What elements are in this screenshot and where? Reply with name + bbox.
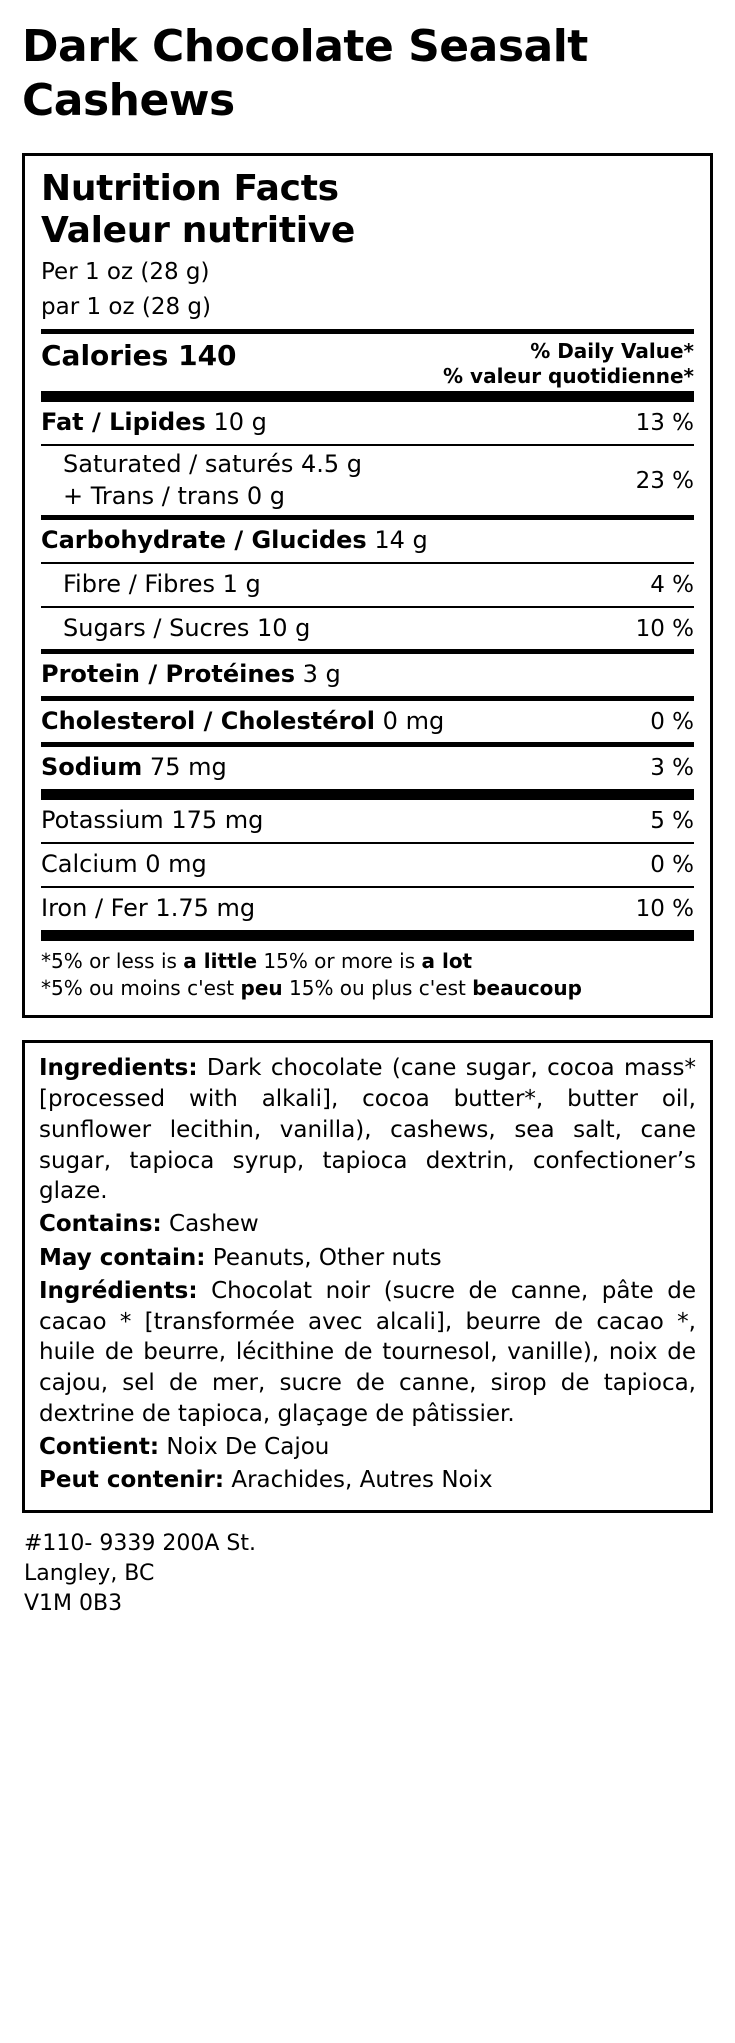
table-row — [41, 888, 694, 930]
nutrient-name: Iron / Fer — [41, 894, 148, 923]
may-contain-en — [39, 1243, 696, 1274]
table-row — [41, 564, 694, 606]
contains-label-en: Contains: — [39, 1211, 162, 1238]
ingredients-label-fr: Ingrédients: — [39, 1277, 198, 1304]
nutrient-dv: 10 % — [635, 896, 694, 923]
nutrient-amount: 1 g — [222, 569, 261, 598]
nutrient-amount: 3 g — [302, 660, 341, 689]
footnote-en-alot: a lot — [421, 949, 473, 974]
table-row — [41, 800, 694, 842]
contains-en — [39, 1209, 696, 1240]
nutrient-amount: 1.75 mg — [155, 894, 256, 923]
nutrient-amount: 175 mg — [171, 806, 264, 835]
nutrient-name: Sugars / Sucres — [63, 613, 250, 642]
nutrient-amount: 4.5 g — [300, 449, 363, 478]
table-row — [41, 608, 694, 650]
nutrient-amount: 0 g — [246, 481, 285, 510]
footnote-en-little: a little — [183, 949, 258, 974]
nutrient-name: Fibre / Fibres — [63, 569, 215, 598]
nutrient-name: Sodium — [41, 753, 143, 782]
nutrition-title-fr: Valeur nutritive — [41, 210, 356, 252]
contains-text-fr: Noix De Cajou — [166, 1433, 330, 1460]
ingredients-fr — [39, 1276, 696, 1430]
may-contain-label-fr: Peut contenir: — [39, 1467, 225, 1494]
footnote-en-part2: 15% or more is — [257, 949, 422, 974]
may-contain-label-en: May contain: — [39, 1244, 206, 1271]
nutrient-dv: 13 % — [635, 409, 694, 436]
footnote-fr-part2: 15% ou plus c'est — [282, 975, 473, 1000]
nutrition-facts-panel — [22, 153, 713, 1018]
contains-text-en: Cashew — [169, 1211, 259, 1238]
calories-label-value — [41, 339, 237, 372]
daily-value-header-fr: % valeur quotidienne* — [443, 363, 694, 388]
may-contain-fr — [39, 1465, 696, 1496]
contains-label-fr: Contient: — [39, 1433, 160, 1460]
calories-value: 140 — [178, 338, 237, 372]
address-line-3: V1M 0B3 — [24, 1591, 123, 1617]
divider — [41, 930, 694, 941]
divider — [41, 789, 694, 800]
nutrient-dv: 0 % — [650, 852, 694, 879]
table-row — [41, 520, 694, 561]
table-row — [41, 402, 694, 444]
footnote-en-part1: *5% or less is — [41, 949, 184, 974]
divider — [41, 391, 694, 402]
nutrient-dv: 23 % — [635, 467, 694, 494]
table-row — [41, 701, 694, 743]
nutrient-amount: 75 mg — [149, 753, 227, 782]
nutrient-amount: 0 mg — [382, 706, 445, 735]
nutrient-dv: 10 % — [635, 615, 694, 642]
address-line-1: #110- 9339 200A St. — [24, 1531, 256, 1557]
nutrient-dv: 3 % — [650, 755, 694, 782]
address-line-2: Langley, BC — [24, 1561, 155, 1587]
may-contain-text-en: Peanuts, Other nuts — [212, 1244, 442, 1271]
nutrient-amount: 10 g — [213, 407, 267, 436]
serving-size-fr: par 1 oz (28 g) — [41, 294, 211, 321]
ingredients-text-en: Dark chocolate (cane sugar, cocoa mass* [processed with alkali], cocoa butter*, butter oil, sunflower lecithin, vanilla), cashews, sea salt, cane sugar, tapioca syrup, tapioca dextrin, confectioner’s glaze. — [39, 1055, 696, 1205]
contains-fr — [39, 1432, 696, 1463]
nutrient-name: Calcium — [41, 850, 138, 879]
footnote-fr-part1: *5% ou moins c'est — [41, 975, 241, 1000]
nutrition-title-en: Nutrition Facts — [41, 168, 339, 210]
nutrient-dv: 5 % — [650, 808, 694, 835]
ingredients-panel — [22, 1040, 713, 1513]
address-block — [22, 1529, 713, 1619]
nutrient-name: + Trans / trans — [63, 481, 240, 510]
footnote-en — [41, 941, 694, 975]
may-contain-text-fr: Arachides, Autres Noix — [231, 1467, 493, 1494]
ingredients-en — [39, 1053, 696, 1207]
nutrient-dv: 4 % — [650, 571, 694, 598]
nutrient-subrow-saturated — [41, 449, 362, 481]
serving-size-en: Per 1 oz (28 g) — [41, 258, 210, 285]
footnote-fr-beaucoup: beaucoup — [472, 975, 582, 1000]
nutrient-amount: 0 mg — [145, 850, 207, 879]
calories-label: Calories — [41, 338, 169, 372]
footnote-fr — [41, 975, 694, 1002]
nutrient-name: Saturated / saturés — [63, 449, 294, 478]
nutrient-name: Cholesterol / Cholestérol — [41, 706, 376, 735]
nutrient-name: Potassium — [41, 806, 164, 835]
nutrient-name: Protein / Protéines — [41, 660, 295, 689]
daily-value-header — [443, 339, 694, 389]
table-row — [41, 654, 694, 695]
ingredients-text-fr: Chocolat noir (sucre de canne, pâte de cacao * [transformée avec alcali], beurre de cacao *, huile de beurre, lécithine de tournesol, vanille), noix de cajou, sel de mer, sucre de canne, sirop de tapioca, dextrine de tapioca, glaçage de pâtissier. — [39, 1277, 696, 1428]
table-row — [41, 844, 694, 886]
nutrient-name: Carbohydrate / Glucides — [41, 526, 367, 555]
nutrient-amount: 14 g — [374, 526, 428, 555]
nutrient-name: Fat / Lipides — [41, 407, 206, 436]
calories-row — [41, 334, 694, 391]
footnote-fr-peu: peu — [240, 975, 283, 1000]
daily-value-header-en: % Daily Value* — [530, 338, 694, 363]
ingredients-label-en: Ingredients: — [39, 1055, 198, 1082]
table-row — [41, 446, 694, 516]
table-row — [41, 747, 694, 789]
page-title: Dark Chocolate Seasalt Cashews — [22, 21, 588, 126]
nutrient-subrow-trans — [41, 481, 362, 513]
nutrient-dv: 0 % — [650, 708, 694, 735]
nutrient-amount: 10 g — [257, 613, 311, 642]
